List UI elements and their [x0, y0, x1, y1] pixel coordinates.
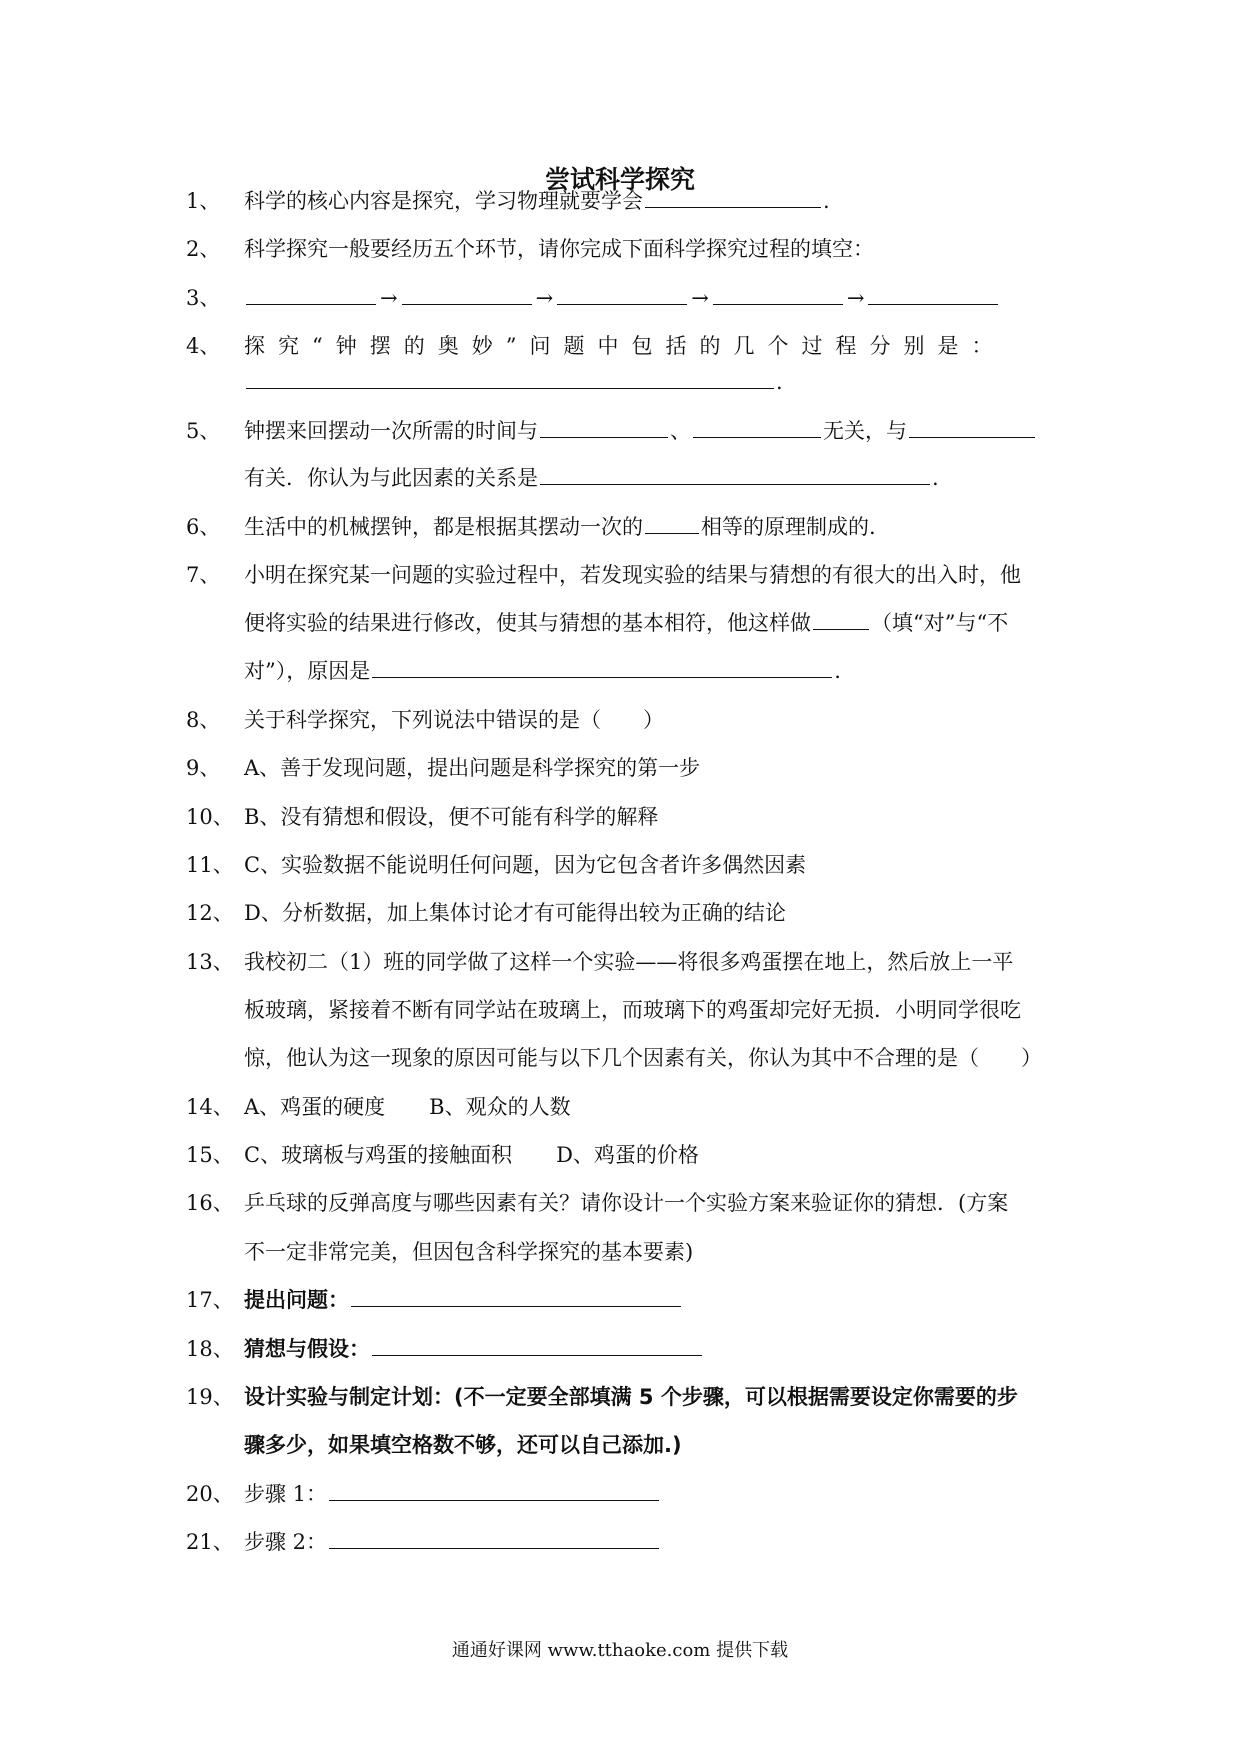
answer-blank[interactable]: [351, 1286, 681, 1307]
page-title: 尝试科学探究: [544, 165, 695, 194]
answer-blank[interactable]: [540, 464, 930, 485]
list-item: 18、 猜想与假设：: [186, 1334, 1066, 1364]
answer-blank[interactable]: [868, 284, 998, 305]
list-item: 9、 A、善于发现问题，提出问题是科学探究的第一步: [186, 756, 701, 780]
answer-blank[interactable]: [372, 657, 832, 678]
answer-blank[interactable]: [713, 284, 843, 305]
answer-blank[interactable]: [645, 187, 821, 208]
list-item: 6、 生活中的机械摆钟，都是根据其摆动一次的 相等的原理制成的.: [186, 515, 876, 539]
answer-blank[interactable]: [246, 284, 376, 305]
answer-blank[interactable]: [645, 513, 699, 534]
answer-blank[interactable]: [909, 417, 1035, 438]
list-item: 5、 钟摆来回摆动一次所需的时间与 、 无关，与: [186, 416, 1066, 446]
answer-blank[interactable]: [329, 1528, 659, 1549]
answer-blank[interactable]: [329, 1480, 659, 1501]
list-item: 12、 D、分析数据，加上集体讨论才有可能得出较为正确的结论: [186, 901, 786, 925]
list-item: 20、 步骤 1：: [186, 1479, 1066, 1509]
list-item: 14、 A、鸡蛋的硬度 B、观众的人数: [186, 1095, 571, 1119]
answer-blank[interactable]: [246, 368, 774, 389]
answer-blank[interactable]: [372, 1335, 702, 1356]
answer-blank[interactable]: [813, 609, 869, 630]
answer-blank[interactable]: [402, 284, 532, 305]
answer-blank[interactable]: [693, 417, 821, 438]
list-item: 19、 设计实验与制定计划：(不一定要全部填满 5 个步骤，可以根据需要设定你需要的步: [186, 1385, 1018, 1409]
arrow-icon: →: [691, 286, 709, 310]
list-item: 13、 我校初二（1）班的同学做了这样一个实验——将很多鸡蛋摆在地上，然后放上一平: [186, 950, 1014, 974]
list-item: 11、 C、实验数据不能说明任何问题，因为它包含者许多偶然因素: [186, 853, 807, 877]
list-item: 15、 C、玻璃板与鸡蛋的接触面积 D、鸡蛋的价格: [186, 1143, 699, 1167]
list-item: 10、 B、没有猜想和假设，便不可能有科学的解释: [186, 805, 659, 829]
list-item: 1、 科学的核心内容是探究，学习物理就要学会 .: [186, 189, 830, 213]
list-item: 7、 小明在探究某一问题的实验过程中，若发现实验的结果与猜想的有很大的出入时，他: [186, 563, 1021, 587]
answer-blank[interactable]: [557, 284, 687, 305]
list-item: 4、 探究“钟摆的奥妙”问题中包括的几个过程分别是：: [186, 334, 1006, 358]
list-item: 21、 步骤 2：: [186, 1527, 1066, 1557]
arrow-icon: →: [846, 286, 865, 310]
arrow-icon: →: [535, 286, 554, 310]
arrow-icon: →: [380, 286, 398, 310]
list-item: 2、 科学探究一般要经历五个环节，请你完成下面科学探究过程的填空：: [186, 237, 874, 261]
list-item: 3、 → → → →: [186, 283, 1066, 313]
list-item: 16、 乒乓球的反弹高度与哪些因素有关？请你设计一个实验方案来验证你的猜想．(方案: [186, 1191, 1009, 1215]
answer-blank[interactable]: [540, 417, 668, 438]
footer-credit: 通通好课网 www.tthaoke.com 提供下载: [451, 1640, 789, 1661]
list-item: 8、 关于科学探究，下列说法中错误的是（ ）: [186, 708, 664, 732]
list-item: 17、 提出问题：: [186, 1285, 1066, 1315]
